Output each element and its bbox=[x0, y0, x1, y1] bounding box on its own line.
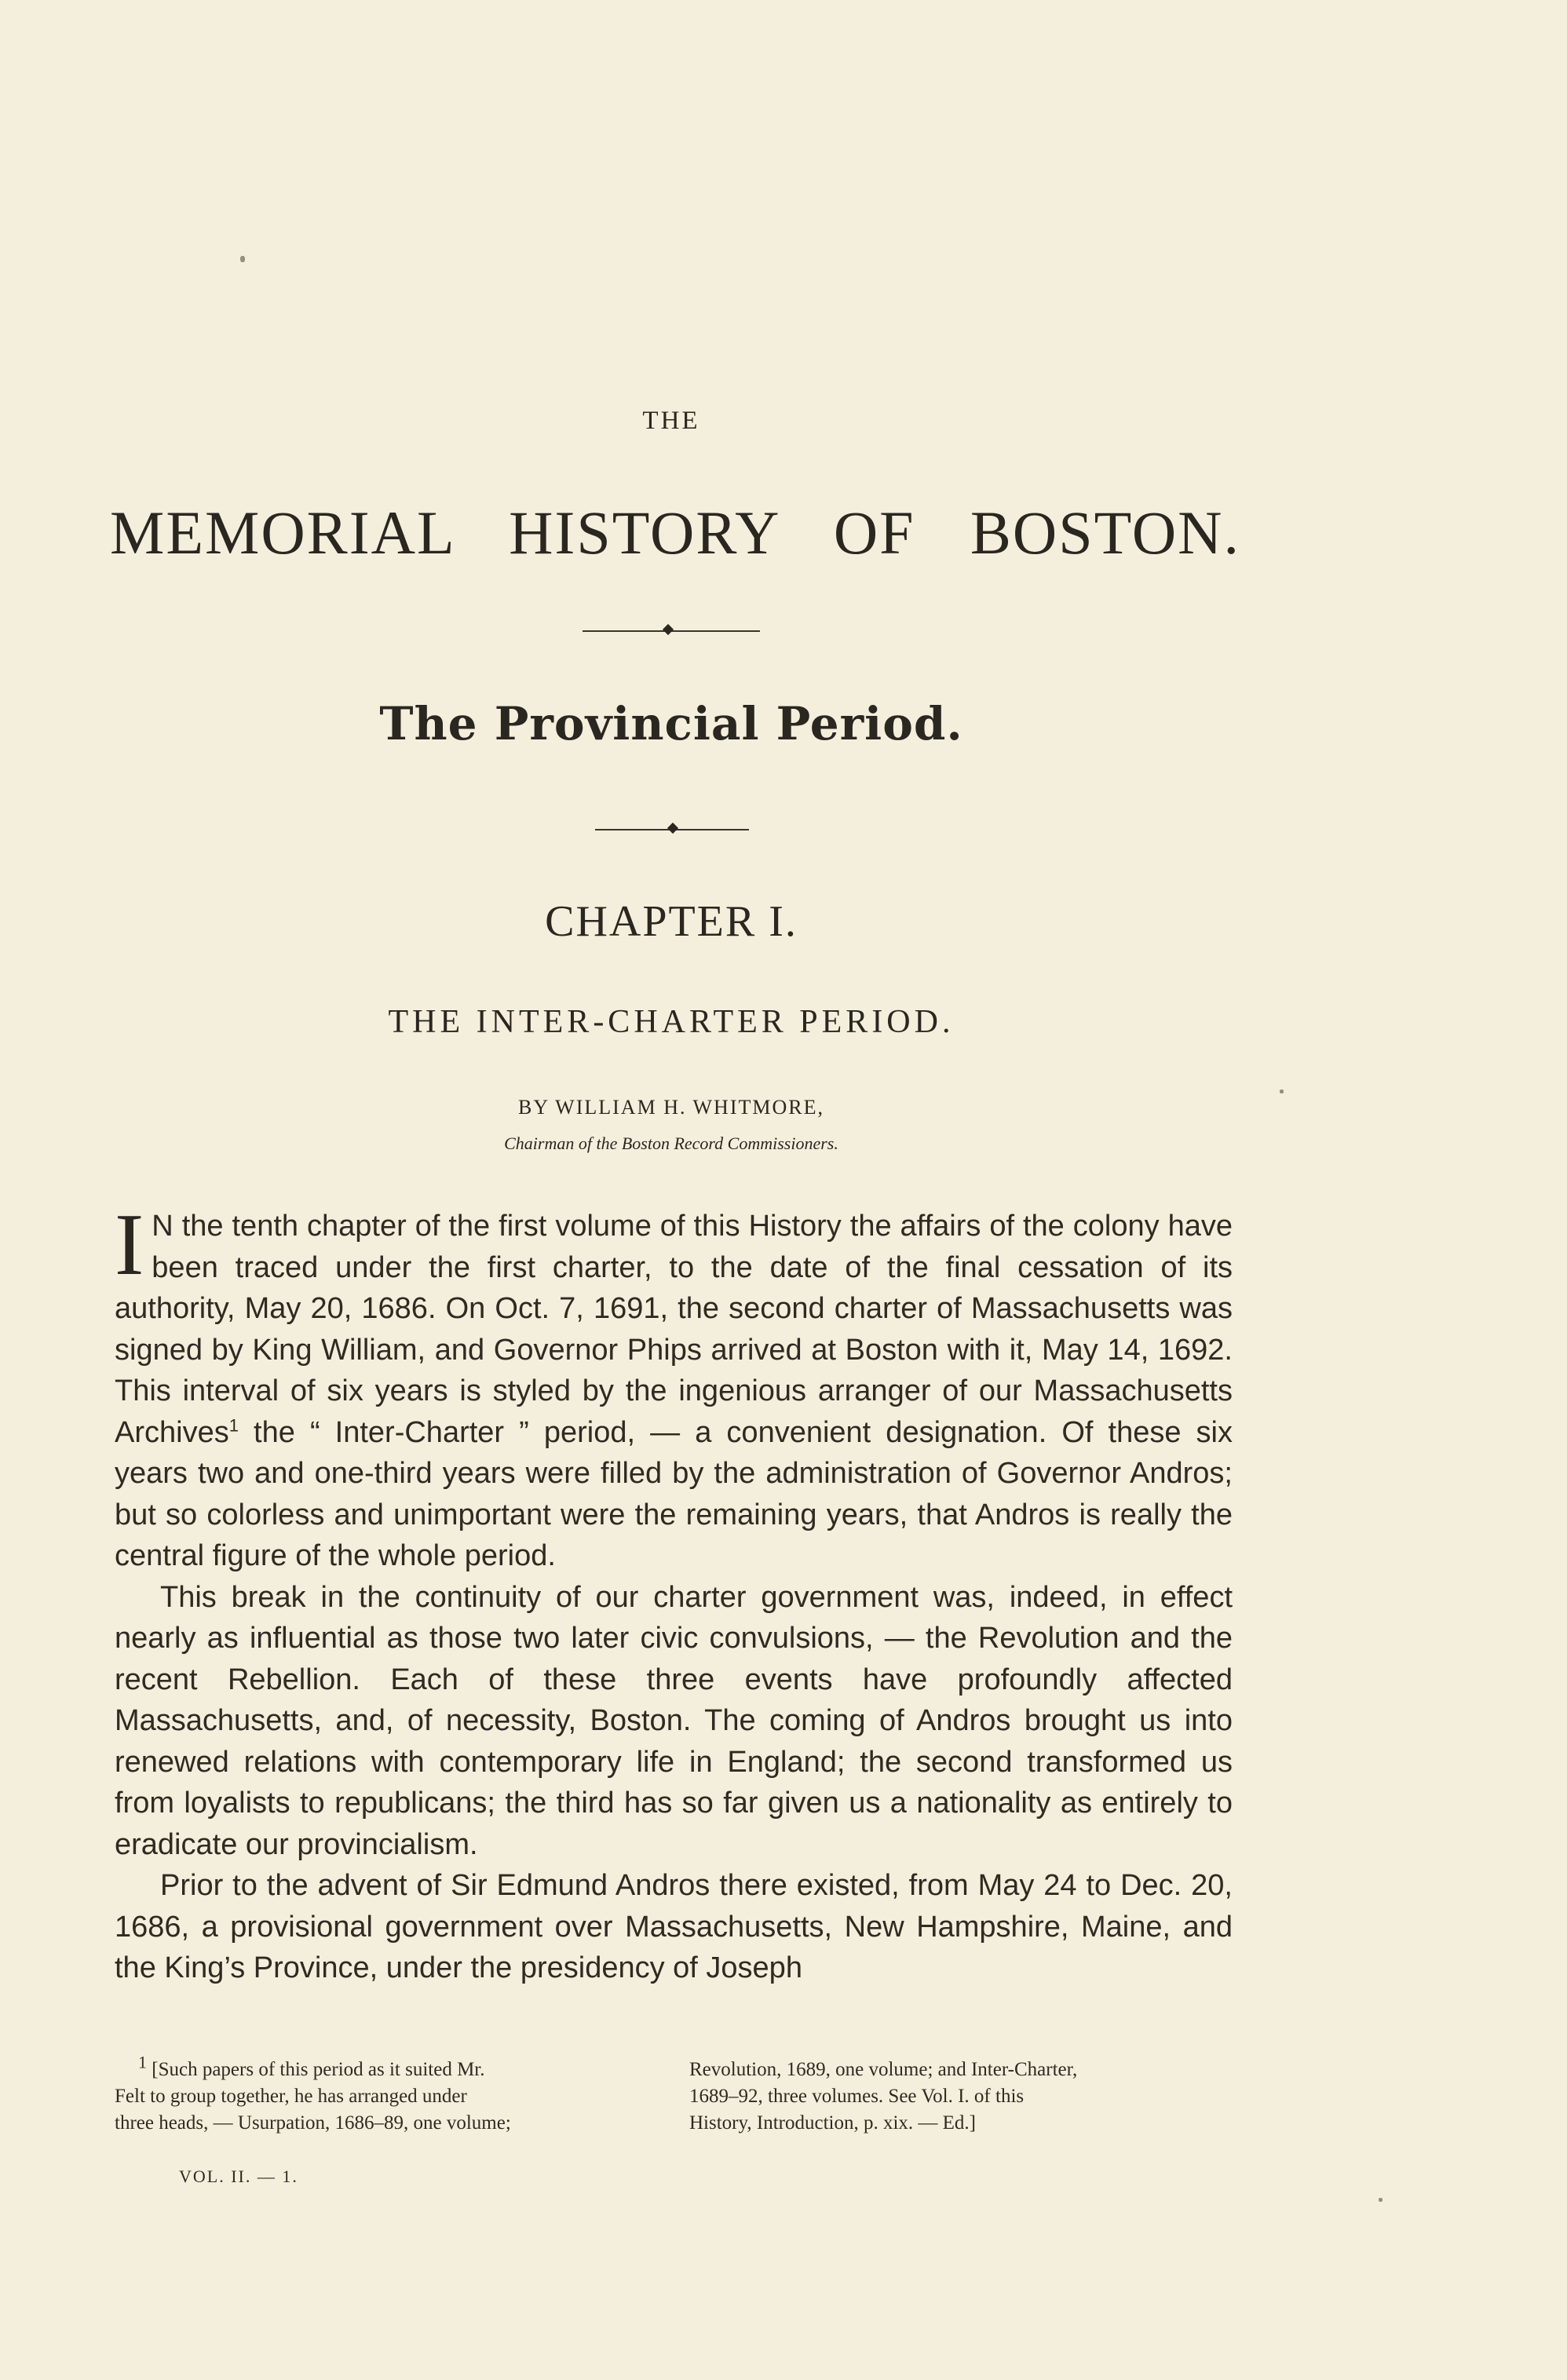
chapter-number: CHAPTER I. bbox=[545, 897, 798, 946]
author-byline: BY WILLIAM H. WHITMORE, bbox=[518, 1096, 824, 1119]
footnote-line: 1689–92, three volumes. See Vol. I. of this bbox=[689, 2086, 1025, 2107]
footnote-marker: 1 bbox=[138, 2052, 147, 2072]
paragraph-3: Prior to the advent of Sir Edmund Andros there existed, from May 24 to Dec. 20, 1686, a provisional government over Massachusetts, New Hampshire, Maine, and the King’s Province, under the presidency of Joseph bbox=[115, 1869, 1233, 1984]
footnote-reference[interactable]: 1 bbox=[228, 1414, 239, 1435]
footnote-left-column bbox=[115, 2052, 664, 2137]
footnote-line: three heads, — Usurpation, 1686–89, one volume; bbox=[115, 2112, 511, 2134]
chapter-body bbox=[115, 1196, 1233, 1989]
drop-cap: I bbox=[115, 1196, 144, 1294]
book-title: MEMORIAL HISTORY OF BOSTON. bbox=[110, 498, 1240, 567]
paragraph-2: This break in the continuity of our charter government was, indeed, in effect nearly as influential as those two later civic convulsions, — the Revolution and the recent Rebellion. Each of these three events have profoundly affected Massachusetts, and, of necessity, Boston. The coming of Andros brought us into renewed relations with contemporary life in England; the second transformed us from loyalists to republicans; the third has so far given us a nationality as entirely to eradicate our provincialism. bbox=[115, 1580, 1233, 1861]
paragraph-1-text-a: N the tenth chapter of the first volume of this History the affairs of the colony have been traced under the first charter, to the date of the final cessation of its authority, May 20, 1686. On Oct. 7, 1691, the second charter of Massachusetts was signed by King William, and Governor Phips arrived at Boston with it, May 14, 1692. This interval of six years is styled by the ingenious arranger of our Massachusetts Archives bbox=[115, 1210, 1233, 1449]
paragraph-1-text-b: the “ Inter-Charter ” period, — a convenient designation. Of these six years two and one-third years were filled by the administration of Governor Andros; but so colorless and unimportant were the remaining years, that Andros is really the central figure of the whole period. bbox=[115, 1415, 1233, 1572]
author-affiliation: Chairman of the Boston Record Commissioners. bbox=[504, 1133, 838, 1153]
footnote-line: Revolution, 1689, one volume; and Inter-Charter, bbox=[689, 2059, 1078, 2080]
footnote-line: Felt to group together, he has arranged under bbox=[115, 2086, 467, 2107]
footnote-line: History, Introduction, p. xix. — Ed.] bbox=[689, 2112, 977, 2134]
footnote-line: [Such papers of this period as it suited Mr. bbox=[152, 2059, 485, 2080]
paragraph-1 bbox=[115, 1196, 1233, 1577]
chapter-title: THE INTER-CHARTER PERIOD. bbox=[388, 1004, 955, 1040]
ink-speck bbox=[240, 256, 245, 262]
footnote-right-column bbox=[689, 2057, 1248, 2137]
title-prefix: THE bbox=[642, 407, 700, 435]
signature-mark: VOL. II. — 1. bbox=[179, 2166, 298, 2186]
section-subtitle: The Provincial Period. bbox=[379, 697, 963, 750]
ink-speck bbox=[1280, 1090, 1284, 1093]
ink-speck bbox=[1379, 2198, 1383, 2202]
